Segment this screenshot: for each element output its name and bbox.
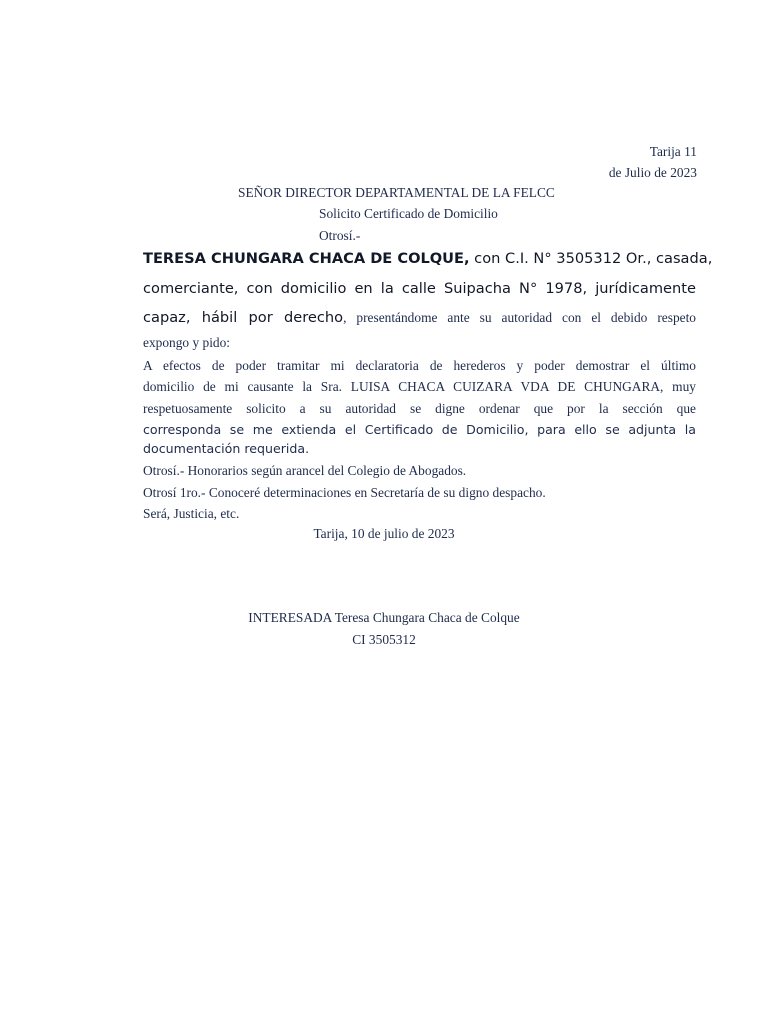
- intro-line-4: expongo y pido:: [143, 335, 231, 350]
- signature-name: INTERESADA Teresa Chungara Chaca de Colque: [248, 610, 520, 625]
- otrosi-second: Otrosí 1ro.- Conoceré determinaciones en Secretaría de su digno despacho.: [143, 485, 546, 500]
- intro-line-2: comerciante, con domicilio en la calle Suipacha N° 1978, jurídicamente: [143, 280, 696, 297]
- month-year: de Julio de 2023: [608, 165, 697, 180]
- intro-line-3-sans: capaz, hábil por derecho: [143, 309, 344, 326]
- body-line-2: domicilio de mi causante la Sra. LUISA CHACA CUIZARA VDA DE CHUNGARA, muy: [143, 379, 696, 394]
- intro-line-1-rest: con C.I. N° 3505312 Or., casada,: [469, 250, 713, 267]
- body-line-4: corresponda se me extienda el Certificado de Domicilio, para ello se adjunta la: [143, 422, 696, 437]
- signature-id: CI 3505312: [352, 632, 416, 647]
- subject-line: Solicito Certificado de Domicilio: [319, 206, 498, 221]
- otrosi-first: Otrosí.- Honorarios según arancel del Colegio de Abogados.: [143, 463, 467, 478]
- otrosi-heading: Otrosí.-: [319, 228, 361, 243]
- addressee: SEÑOR DIRECTOR DEPARTAMENTAL DE LA FELCC: [238, 185, 555, 200]
- closing-phrase: Será, Justicia, etc.: [143, 506, 240, 521]
- body-line-1: A efectos de poder tramitar mi declaratoria de herederos y poder demostrar el último: [143, 358, 696, 373]
- intro-line-3: [143, 309, 696, 327]
- intro-line-1: [143, 250, 713, 267]
- date-line: Tarija, 10 de julio de 2023: [313, 526, 455, 541]
- body-line-3: respetuosamente solicito a su autoridad se digne ordenar que por la sección que: [143, 401, 696, 416]
- intro-line-3-serif: , presentándome ante su autoridad con el debido respeto: [343, 310, 697, 325]
- place-day: Tarija 11: [649, 144, 697, 159]
- applicant-name: TERESA CHUNGARA CHACA DE COLQUE,: [143, 250, 470, 267]
- body-line-5: documentación requerida.: [143, 441, 310, 456]
